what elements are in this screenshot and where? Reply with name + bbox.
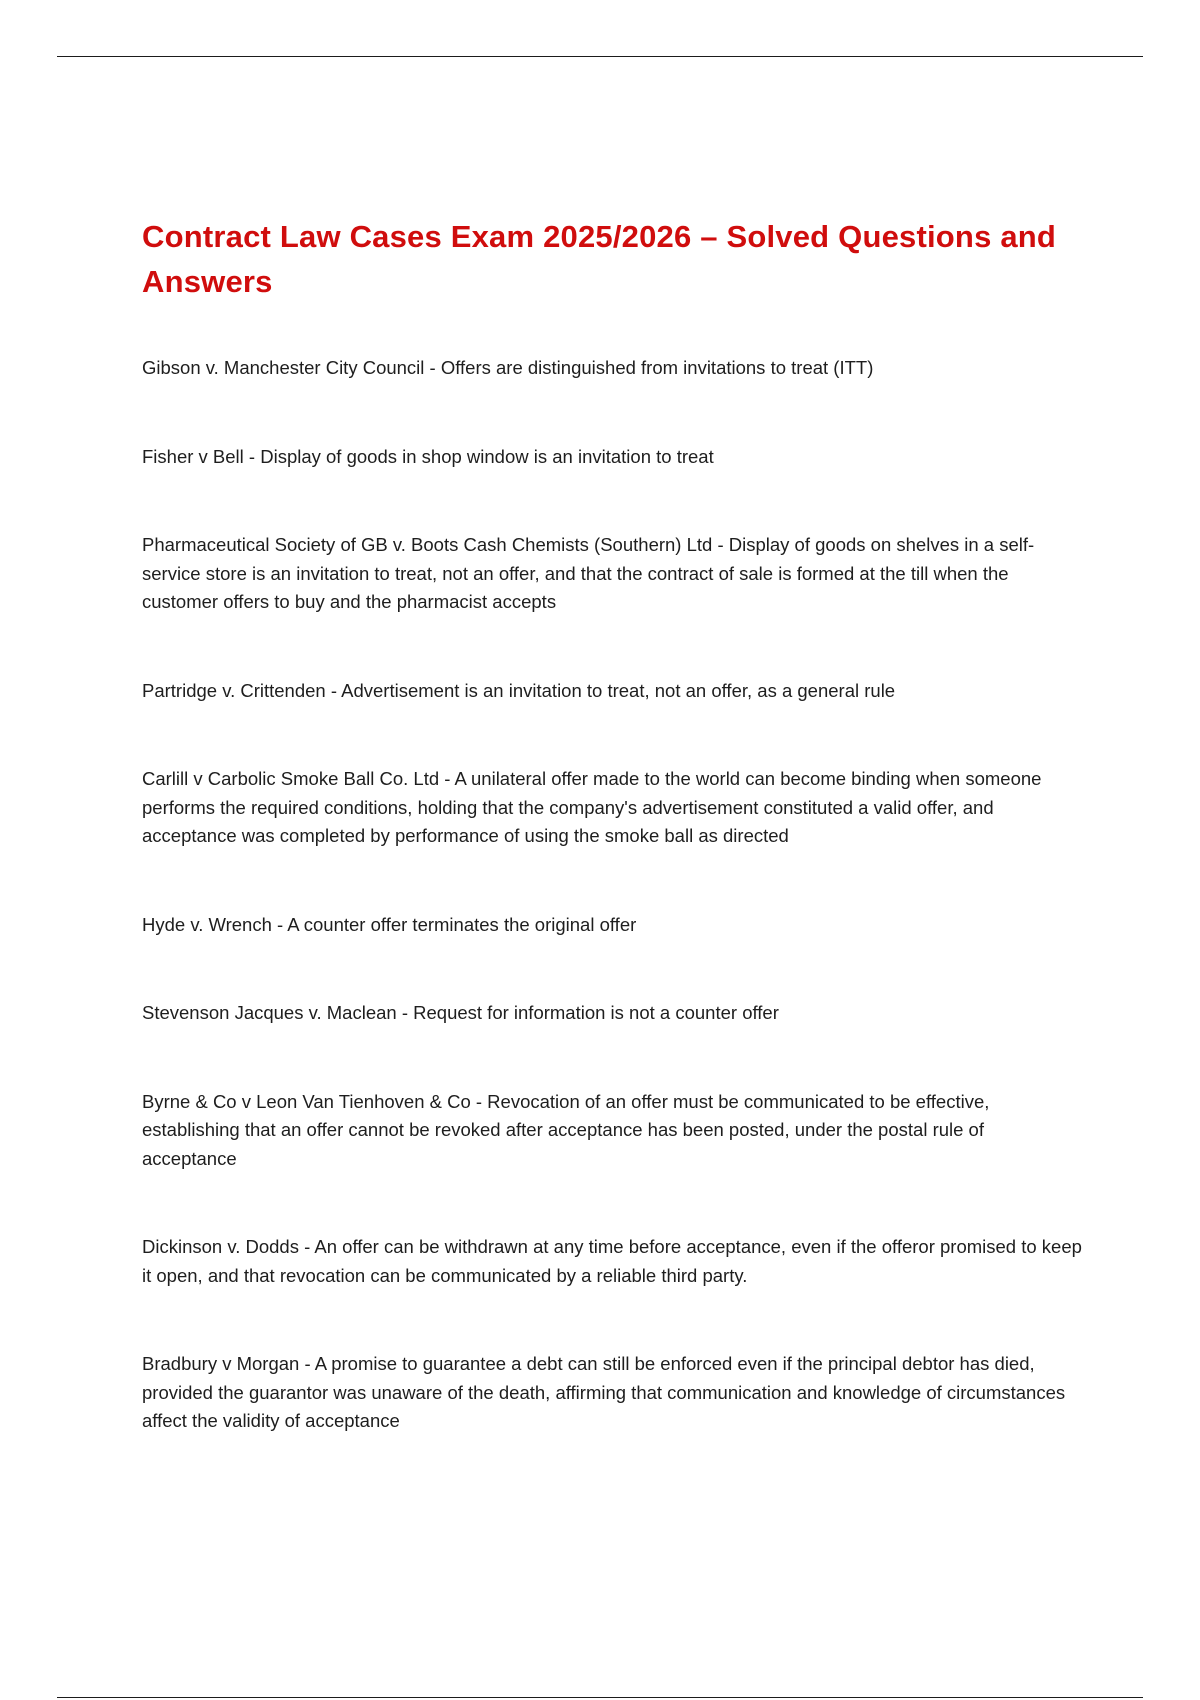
case-entry: Byrne & Co v Leon Van Tienhoven & Co - Revocation of an offer must be communicated to be effective, establishing that an offer cannot be revoked after acceptance has been posted, under the postal rule of acceptance xyxy=(142,1090,990,1169)
document-body xyxy=(142,214,1082,1496)
case-entry: Dickinson v. Dodds - An offer can be withdrawn at any time before acceptance, even if the offeror promised to keep it open, and that revocation can be communicated by a reliable third party. xyxy=(142,1236,1082,1286)
footer-rule xyxy=(57,1697,1143,1698)
case-entry: Pharmaceutical Society of GB v. Boots Cash Chemists (Southern) Ltd - Display of goods on shelves in a self-service store is an invitation to treat, not an offer, and that the contract of sale is formed at the till when the customer offers to buy and the pharmacist accepts xyxy=(142,534,1035,612)
case-entry: Fisher v Bell - Display of goods in shop window is an invitation to treat xyxy=(142,445,714,467)
case-entry: Gibson v. Manchester City Council - Offers are distinguished from invitations to treat (ITT) xyxy=(142,357,874,378)
case-entry: Hyde v. Wrench - A counter offer terminates the original offer xyxy=(142,913,637,935)
header-rule xyxy=(57,56,1143,57)
document-title: Contract Law Cases Exam 2025/2026 – Solved Questions and Answers xyxy=(142,219,1057,299)
case-entry: Bradbury v Morgan - A promise to guarantee a debt can still be enforced even if the principal debtor has died, provided the guarantor was unaware of the death, affirming that communication and knowledge of circumstances affect the validity of acceptance xyxy=(142,1353,1066,1431)
case-entry: Stevenson Jacques v. Maclean - Request for information is not a counter offer xyxy=(142,1002,779,1023)
case-entry: Carlill v Carbolic Smoke Ball Co. Ltd - A unilateral offer made to the world can become binding when someone performs the required conditions, holding that the company's advertisement constituted a valid offer, and acceptance was completed by performance of using the smoke ball as directed xyxy=(142,768,1042,846)
case-entry: Partridge v. Crittenden - Advertisement is an invitation to treat, not an offer, as a general rule xyxy=(142,679,896,701)
case-list xyxy=(142,354,1082,1436)
